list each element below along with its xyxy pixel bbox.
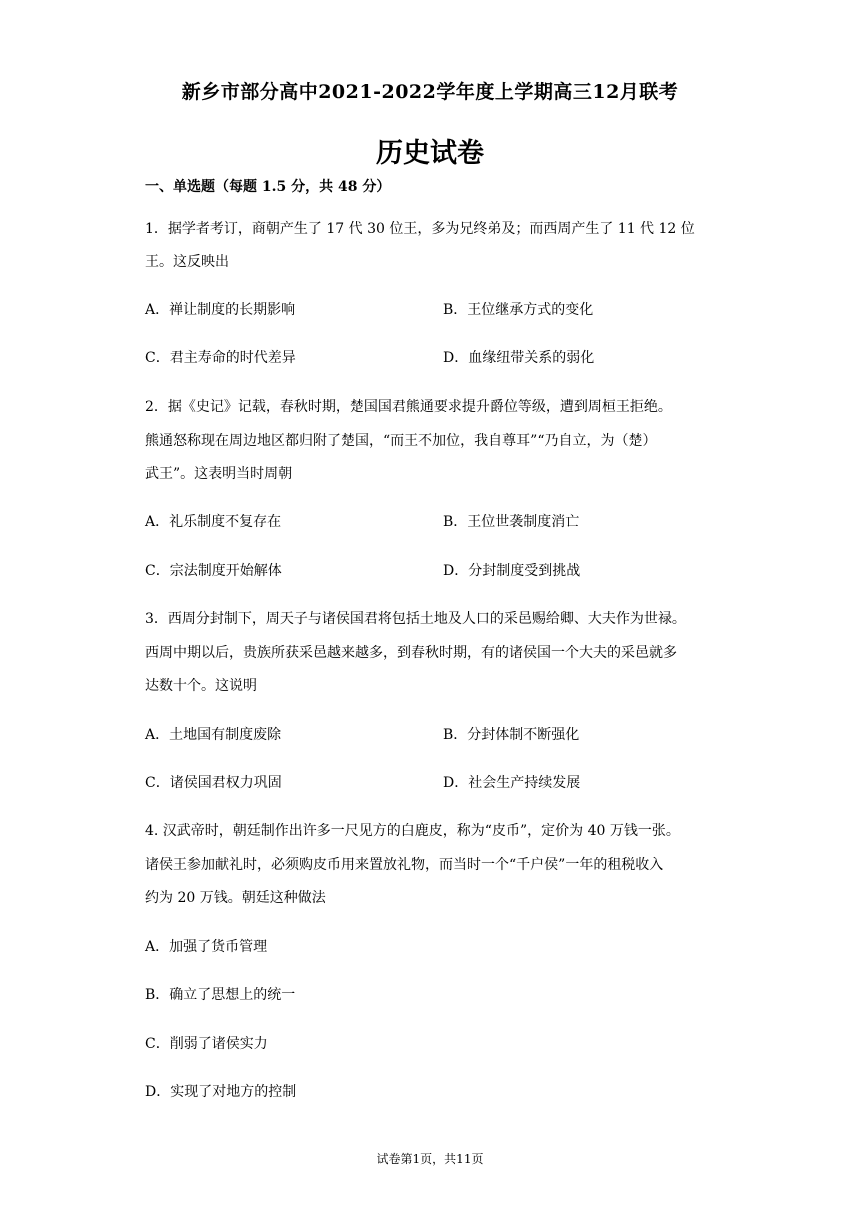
question-2-option-d: D．分封制度受到挑战 [443,563,581,579]
question-3-line-1: 3．西周分封制下，周天子与诸侯国君将包括土地及人口的采邑赐给卿、大夫作为世禄。 [145,611,686,627]
question-2-line-1: 2．据《史记》记载，春秋时期，楚国国君熊通要求提升爵位等级，遭到周桓王拒绝。 [145,399,672,415]
question-4-option-d: D．实现了对地方的控制 [145,1084,297,1100]
question-3-option-a: A．土地国有制度废除 [145,727,282,743]
question-1-option-d: D．血缘纽带关系的弱化 [443,350,595,366]
page-footer: 试卷第1页，共11页 [376,1152,484,1166]
subject-title: 历史试卷 [376,138,484,169]
question-2-option-a: A．礼乐制度不复存在 [145,514,282,530]
question-1-option-b: B．王位继承方式的变化 [443,302,594,318]
question-2-line-2: 熊通怒称现在周边地区都归附了楚国，“而王不加位，我自尊耳”“乃自立，为（楚） [145,433,657,449]
question-2-option-c: C．宗法制度开始解体 [145,563,282,579]
question-1-line-2: 王。这反映出 [145,254,229,270]
question-4-line-2: 诸侯王参加献礼时，必须购皮币用来置放礼物，而当时一个“千户侯”一年的租税收入 [145,857,664,873]
question-3-option-b: B．分封体制不断强化 [443,727,580,743]
question-2-line-3: 武王”。这表明当时周朝 [145,466,293,482]
section-heading: 一、单选题（每题 1.5 分，共 48 分） [145,179,391,195]
question-3-line-2: 西周中期以后，贵族所获采邑越来越多，到春秋时期，有的诸侯国一个大夫的采邑就多 [145,645,677,661]
question-3-option-c: C．诸侯国君权力巩固 [145,775,282,791]
question-4-option-a: A．加强了货币管理 [145,939,268,955]
question-4-line-1: 4. 汉武帝时，朝廷制作出许多一尺见方的白鹿皮，称为“皮币”，定价为 40 万钱一张。 [145,823,680,839]
question-3-option-d: D．社会生产持续发展 [443,775,581,791]
question-1-option-a: A．禅让制度的长期影响 [145,302,296,318]
question-2-option-b: B．王位世袭制度消亡 [443,514,580,530]
question-4-line-3: 约为 20 万钱。朝廷这种做法 [145,890,326,906]
question-4-option-b: B．确立了思想上的统一 [145,987,296,1003]
question-4-option-c: C．削弱了诸侯实力 [145,1036,268,1052]
exam-title: 新乡市部分高中2021-2022学年度上学期高三12月联考 [181,81,679,103]
question-1-line-1: 1．据学者考订，商朝产生了 17 代 30 位王，多为兄终弟及；而西周产生了 11 代 12 位 [145,221,695,237]
question-1-option-c: C．君主寿命的时代差异 [145,350,296,366]
question-3-line-3: 达数十个。这说明 [145,678,257,694]
